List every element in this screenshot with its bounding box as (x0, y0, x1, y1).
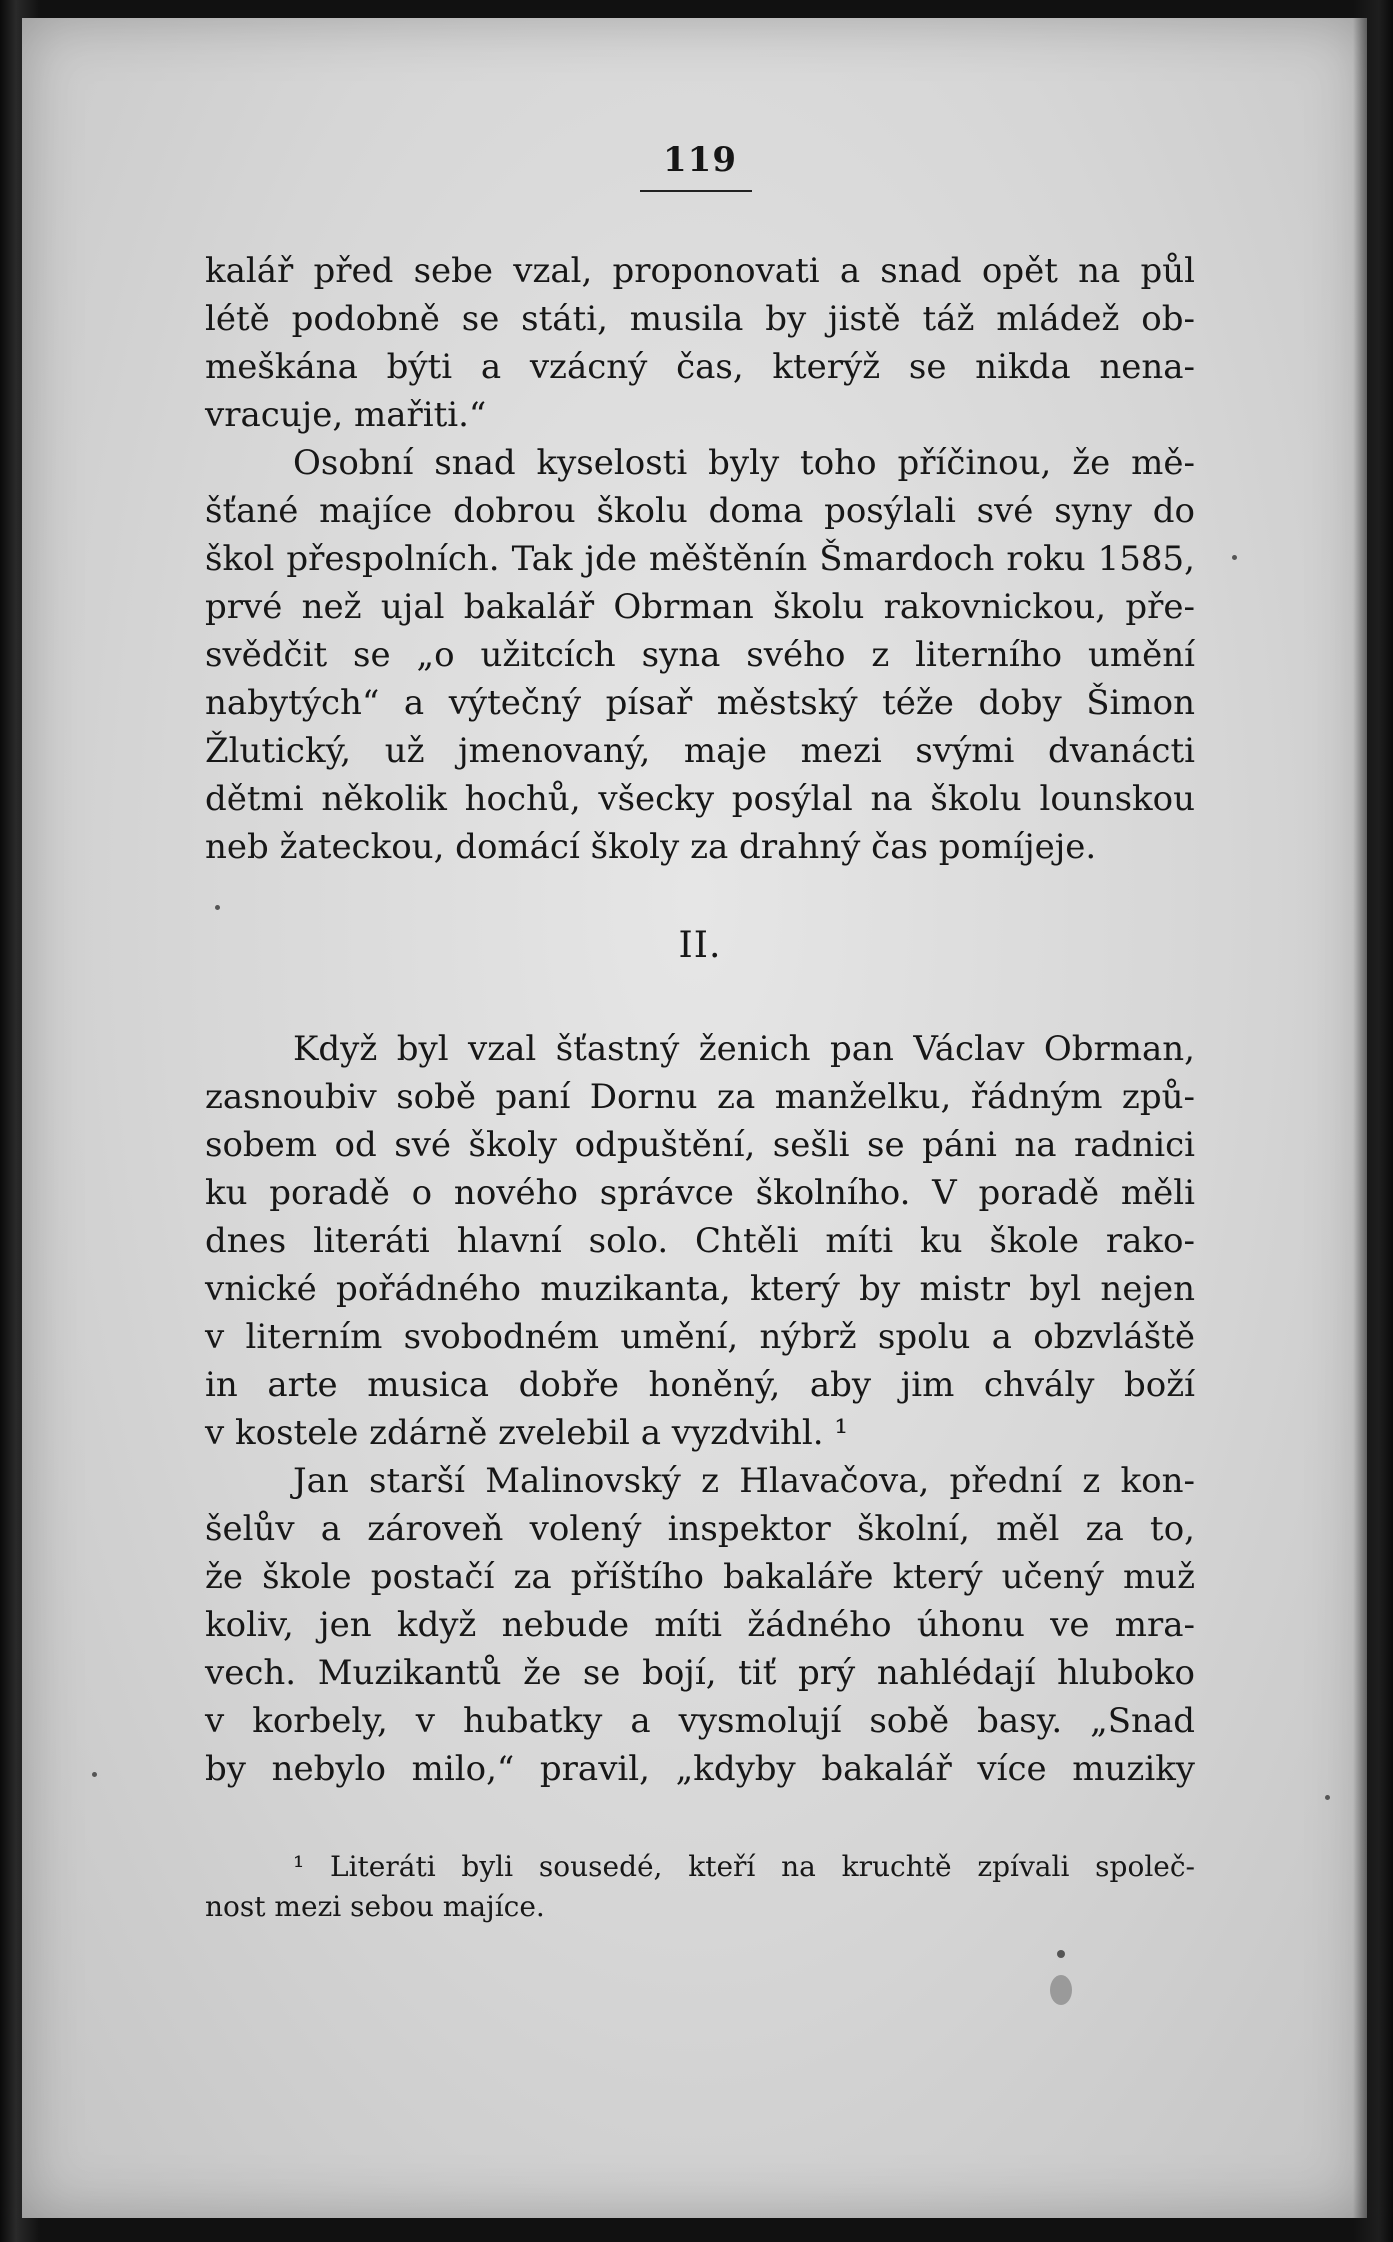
text-line: šťané majíce dobrou školu doma posýlali své syny do (205, 491, 1195, 531)
paragraph-4 (205, 1457, 1195, 1793)
text-line: sobem od své školy odpuštění, sešli se páni na radnici (205, 1125, 1195, 1165)
text-line: létě podobně se státi, musila by jistě táž mládež ob- (205, 299, 1195, 339)
text-line: Osobní snad kyselosti byly toho příčinou, že mě- (293, 443, 1195, 483)
paragraph-1 (205, 247, 1195, 439)
text-line: škol přespolních. Tak jde měštěnín Šmardoch roku 1585, (205, 539, 1195, 579)
text-line: in arte musica dobře honěný, aby jim chvály boží (205, 1365, 1195, 1405)
text-block-bottom (205, 1025, 1195, 1793)
text-line: by nebylo milo,“ pravil, „kdyby bakalář více muziky (205, 1749, 1195, 1789)
text-line: v literním svobodném umění, nýbrž spolu a obzvláště (205, 1317, 1195, 1357)
text-line: Žlutický, už jmenovaný, maje mezi svými dvanácti (205, 731, 1195, 771)
section-heading: II. (678, 925, 722, 966)
text-line: v korbely, v hubatky a vysmolují sobě basy. „Snad (205, 1701, 1195, 1741)
page-number-underline (640, 190, 752, 192)
footnote (205, 1847, 1195, 1927)
text-line: nabytých“ a výtečný písař městský téže doby Šimon (205, 683, 1195, 723)
scan-speck (1057, 1950, 1065, 1958)
paragraph-2 (205, 439, 1195, 871)
text-line: dětmi několik hochů, všecky posýlal na školu lounskou (205, 779, 1195, 819)
page-number: 119 (663, 140, 737, 180)
text-line: v kostele zdárně zvelebil a vyzdvihl. ¹ (205, 1413, 848, 1453)
text-line: prvé než ujal bakalář Obrman školu rakovnickou, pře- (205, 587, 1195, 627)
footnote-line: nost mezi sebou majíce. (205, 1890, 545, 1923)
scan-speck (1232, 555, 1237, 560)
text-line: šelův a zároveň volený inspektor školní, měl za to, (205, 1509, 1195, 1549)
text-line: Jan starší Malinovský z Hlavačova, přední z kon- (293, 1461, 1195, 1501)
text-block-top (205, 247, 1195, 871)
text-line: vracuje, mařiti.“ (205, 395, 487, 435)
text-line: vnické pořádného muzikanta, který by mistr byl nejen (205, 1269, 1195, 1309)
scan-speck (215, 905, 220, 910)
text-line: zasnoubiv sobě paní Dornu za manželku, řádným způ- (205, 1077, 1195, 1117)
text-line: ku poradě o nového správce školního. V poradě měli (205, 1173, 1195, 1213)
scan-speck (1325, 1795, 1330, 1800)
text-line: svědčit se „o užitcích syna svého z literního umění (205, 635, 1195, 675)
paragraph-3 (205, 1025, 1195, 1457)
scan-edge-right (1353, 0, 1393, 2242)
text-line: dnes literáti hlavní solo. Chtěli míti ku škole rako- (205, 1221, 1195, 1261)
text-line: koliv, jen když nebude míti žádného úhonu ve mra- (205, 1605, 1195, 1645)
text-line: neb žateckou, domácí školy za drahný čas pomíjeje. (205, 827, 1097, 867)
scan-speck (92, 1772, 97, 1777)
scan-speck (1050, 1975, 1072, 2005)
footnote-line: ¹ Literáti byli sousedé, kteří na kruchtě zpívali společ- (293, 1850, 1195, 1883)
text-line: meškána býti a vzácný čas, kterýž se nikda nena- (205, 347, 1195, 387)
text-line: Když byl vzal šťastný ženich pan Václav Obrman, (293, 1029, 1195, 1069)
text-line: kalář před sebe vzal, proponovati a snad opět na půl (205, 251, 1195, 291)
text-line: vech. Muzikantů že se bojí, tiť prý nahlédají hluboko (205, 1653, 1195, 1693)
text-line: že škole postačí za příštího bakaláře který učený muž (205, 1557, 1195, 1597)
